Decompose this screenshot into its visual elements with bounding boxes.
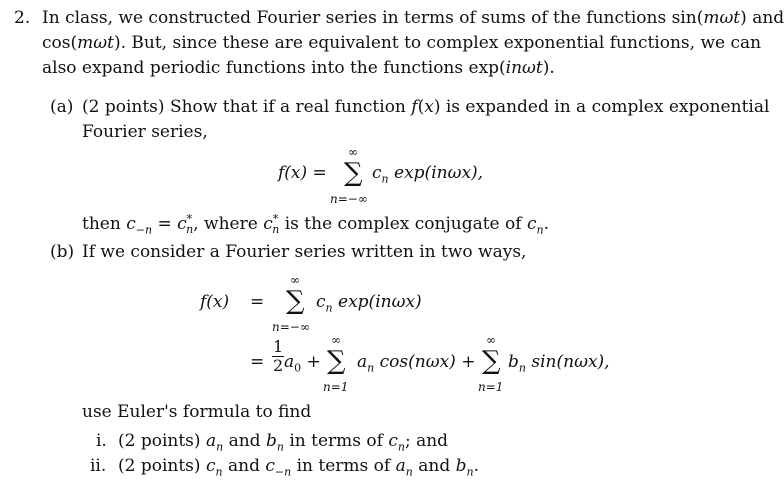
eq-b2-sin-term: $b_n$ sin(nωx), [508, 352, 610, 375]
eq-b2-sum-1-lower: n=1 [323, 380, 349, 394]
intro-line-1: In class, we constructed Fourier series in terms of sums of the functions sin(mωt) and [42, 8, 784, 28]
eq-b2-sum-2-lower: n=1 [478, 380, 504, 394]
eq-b2-fraction [272, 338, 284, 375]
intro-line-2: cos(mωt). But, since these are equivalent to complex exponential functions, we can [42, 33, 762, 53]
one-half: $\frac{1}{2}$ [273, 337, 284, 375]
problem-number: 2. [14, 8, 31, 28]
eq-b1-sum: ∑ [286, 286, 305, 316]
intro-line-3: also expand periodic functions into the functions exp(inωt). [42, 58, 555, 78]
eq-b2-equals: = [250, 352, 265, 372]
eq-b1-sum-upper: ∞ [290, 273, 300, 287]
eq-b2-sum-1-upper: ∞ [331, 333, 341, 347]
part-b-text: If we consider a Fourier series written in two ways, [82, 242, 527, 262]
eq-b1-equals: = [250, 292, 265, 312]
part-a-conclusion: then $c_{-n} = c^*_n$, where $c^*_n$ is the complex conjugate of $c_n$. [82, 212, 549, 237]
part-b-label: (b) [50, 242, 75, 262]
part-a-line-1: (2 points) Show that if a real function f(x) is expanded in a complex exponential [82, 97, 770, 117]
eq-b2-sum-1: ∑ [327, 346, 346, 376]
eq-b2-sum-2: ∑ [482, 346, 501, 376]
eq-a-sum-lower: n=−∞ [330, 192, 368, 206]
eq-b1-lhs: f(x) [200, 292, 230, 312]
eq-b1-sum-lower: n=−∞ [272, 320, 310, 334]
item-i-text: (2 points) $a_n$ and $b_n$ in terms of $c_n$; and [118, 431, 449, 454]
item-i-label: i. [96, 431, 107, 451]
eq-a-sum-upper: ∞ [348, 145, 358, 159]
eq-b2-sum-2-upper: ∞ [486, 333, 496, 347]
item-ii-text: (2 points) $c_n$ and $c_{-n}$ in terms of $a_n$ and $b_n$. [118, 456, 479, 479]
eq-a-sum: ∑ [344, 158, 363, 188]
euler-instruction: use Euler's formula to find [82, 402, 312, 422]
part-a-label: (a) [50, 97, 74, 117]
eq-a-lhs: f(x) = [278, 163, 327, 183]
item-ii-label: ii. [90, 456, 107, 476]
eq-b2-cos-term: $a_n$ cos(nωx) + [357, 352, 476, 375]
part-a-line-2: Fourier series, [82, 122, 208, 142]
eq-b2-a0: $a_0$ + [284, 352, 321, 375]
eq-a-rhs: $c_n$ exp(inωx), [372, 163, 484, 186]
eq-b1-rhs: $c_n$ exp(inωx) [316, 292, 422, 315]
